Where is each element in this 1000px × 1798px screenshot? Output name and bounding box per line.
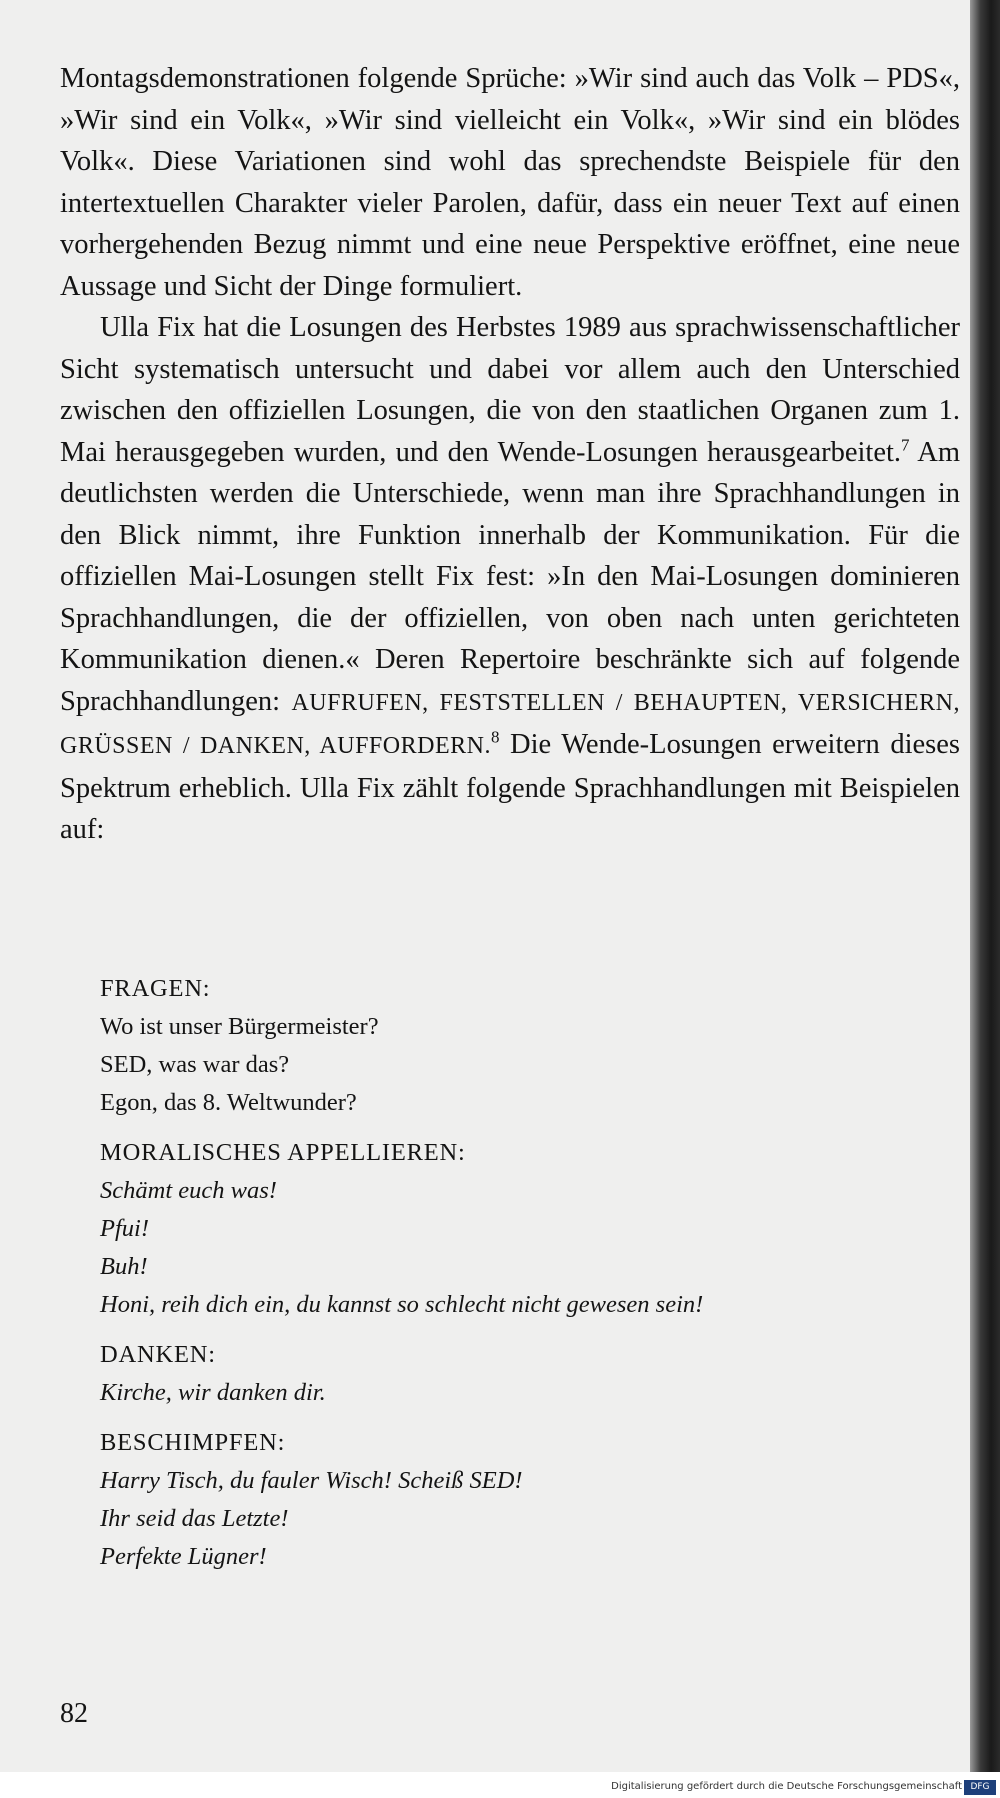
slogan-line: Perfekte Lügner! xyxy=(100,1543,267,1570)
slogan-line: Wo ist unser Bürgermeister? xyxy=(100,1013,379,1040)
paragraph-2-part-2: Am deutlichsten werden die Unterschiede, wenn man ihre Sprachhandlungen in den Blick nimmt, ihre Funktion innerhalb der Kommunikation. Für die offiziellen Mai-Losungen stellt Fix fest: »In den Mai-Losungen dominieren Sprachhandlungen, die der offiziellen, von oben nach unten gerichteten Kommunikation dienen.« Deren Repertoire beschränkte sich auf folgende Sprachhandlungen: xyxy=(60,436,960,717)
dfg-logo: DFG xyxy=(964,1780,996,1795)
slogan-line: Pfui! xyxy=(100,1215,149,1242)
group-heading: MORALISCHES APPELLIEREN: xyxy=(100,1139,466,1166)
footnote-ref-8: 8 xyxy=(490,727,500,747)
footnote-ref-7: 7 xyxy=(901,435,910,454)
paragraph-1: Montagsdemonstrationen folgende Sprüche: »Wir sind auch das Volk – PDS«, »Wir sind ein Volk«, »Wir sind vielleicht ein Volk«, »Wir sind ein blödes Volk«. Diese Variationen sind wohl das sprechendste Beispiele für den intertextuellen Charakter vieler Parolen, dafür, dass ein neuer Text auf einen vorhergehenden Bezug nimmt und eine neue Perspektive eröffnet, eine neue Aussage und Sicht der Dinge formuliert. xyxy=(60,63,960,302)
group-danken xyxy=(100,1336,920,1412)
group-fragen xyxy=(100,970,920,1122)
slogan-line: SED, was war das? xyxy=(100,1051,290,1078)
slogan-examples xyxy=(100,970,920,1576)
speech-acts-list: AUFRUFEN, FESTSTELLEN / BEHAUPTEN, VERSICHERN, GRÜSSEN / DANKEN, AUFFORDERN. xyxy=(60,689,960,759)
group-heading: DANKEN: xyxy=(100,1341,216,1368)
slogan-line: Buh! xyxy=(100,1253,148,1280)
slogan-line: Honi, reih dich ein, du kannst so schlecht nicht gewesen sein! xyxy=(100,1291,704,1318)
page-number: 82 xyxy=(60,1698,88,1729)
paragraph-2 xyxy=(60,307,960,851)
slogan-line: Kirche, wir danken dir. xyxy=(100,1379,326,1406)
body-text xyxy=(60,58,960,851)
slogan-line: Egon, das 8. Weltwunder? xyxy=(100,1089,357,1116)
paragraph-2-part-1: Ulla Fix hat die Losungen des Herbstes 1989 aus sprachwissenschaftlicher Sicht systematisch untersucht und dabei vor allem auch den Unterschied zwischen den offiziellen Losungen, die von den staatlichen Organen zum 1. Mai herausgegeben wurden, und den Wende-Losungen herausgearbeitet. xyxy=(60,312,960,468)
group-beschimpfen xyxy=(100,1424,920,1576)
digitization-credit: Digitalisierung gefördert durch die Deutsche Forschungsgemeinschaft xyxy=(611,1781,962,1792)
paragraph-2-part-3: Die Wende-Losungen erweitern dieses Spektrum erheblich. Ulla Fix zählt folgende Sprachhandlungen mit Beispielen auf: xyxy=(60,729,960,845)
group-heading: FRAGEN: xyxy=(100,975,211,1002)
group-heading: BESCHIMPFEN: xyxy=(100,1429,286,1456)
book-spine-shadow xyxy=(970,0,1000,1775)
slogan-line: Harry Tisch, du fauler Wisch! Scheiß SED! xyxy=(100,1467,523,1494)
slogan-line: Ihr seid das Letzte! xyxy=(100,1505,289,1532)
group-moralisches-appellieren xyxy=(100,1134,920,1324)
slogan-line: Schämt euch was! xyxy=(100,1177,277,1204)
